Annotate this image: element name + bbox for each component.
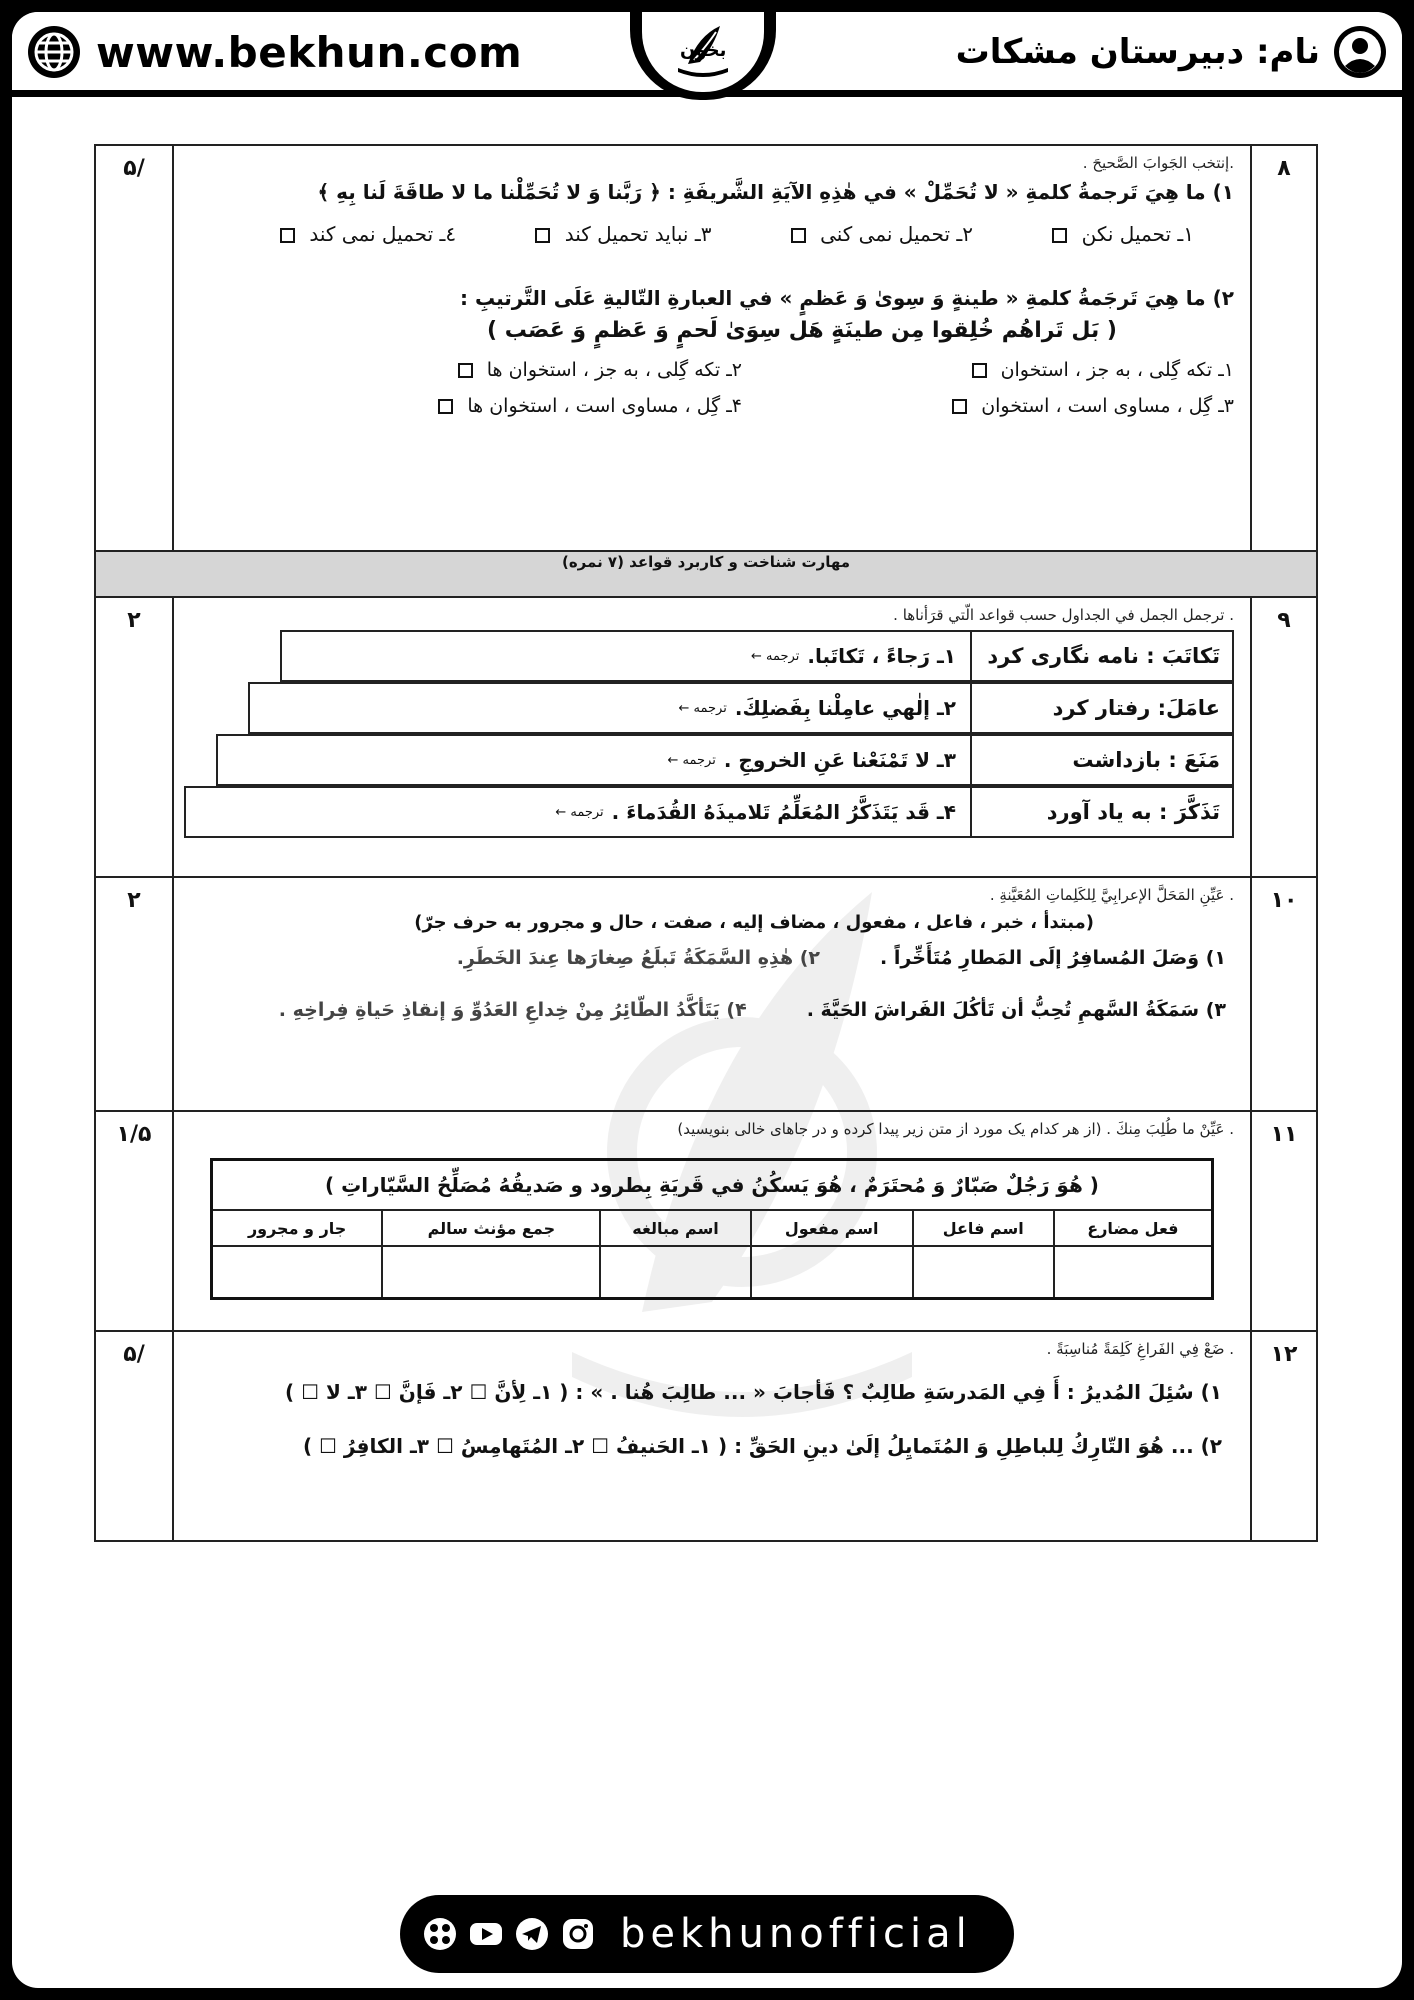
checkbox-icon bbox=[972, 363, 987, 378]
column-header: جار و مجرور bbox=[212, 1210, 383, 1246]
column-header: اسم مبالغه bbox=[600, 1210, 750, 1246]
verb-meaning: تَكاتَبَ : نامه نگاری کرد bbox=[970, 632, 1232, 680]
column-header: اسم فاعل bbox=[913, 1210, 1054, 1246]
option[interactable]: ۲ـ تکه گِلی ، به جز ، استخوان ها bbox=[250, 359, 742, 381]
checkbox-icon bbox=[280, 228, 295, 243]
column-header: فعل مضارع bbox=[1054, 1210, 1213, 1246]
sentence[interactable]: ۱ـ رَجاءً ، تَكاتَبا. ترجمه ← bbox=[751, 644, 956, 668]
translation-row bbox=[248, 682, 1234, 734]
question-score: ۲ bbox=[95, 597, 173, 877]
option[interactable]: ۱ـ تکه گِلی ، به جز ، استخوان bbox=[742, 359, 1234, 381]
checkbox-icon bbox=[1052, 228, 1067, 243]
website-link[interactable] bbox=[26, 24, 522, 80]
question-number: ۹ bbox=[1251, 597, 1317, 877]
answer-cell[interactable] bbox=[212, 1246, 383, 1299]
answer-cell[interactable] bbox=[751, 1246, 913, 1299]
sentence[interactable]: ۳ـ لا تَمْنَعْنا عَنِ الخروجِ . ترجمه ← bbox=[667, 748, 956, 772]
option[interactable]: ۴ـ گِل ، مساوی است ، استخوان ها bbox=[250, 395, 742, 417]
answer-table bbox=[210, 1158, 1214, 1300]
section-title: مهارت شناخت و کاربرد قواعد (۷ نمره) bbox=[95, 551, 1317, 597]
option[interactable]: ۳ـ نباید تحمیل کند bbox=[535, 222, 711, 246]
options-group bbox=[190, 359, 1234, 417]
question-score: /۵ bbox=[95, 145, 173, 551]
items-row bbox=[190, 999, 1234, 1021]
item: ۲) هٰذِهِ السَّمَكَةُ تَبلَعُ صِغارَها عِندَ الخَطَرِ. bbox=[456, 947, 821, 969]
question-row-10 bbox=[95, 877, 1317, 1111]
section-header-row bbox=[95, 551, 1317, 597]
question-body bbox=[173, 877, 1251, 1111]
option[interactable]: ۱ـ تحمیل نکن bbox=[1052, 222, 1194, 246]
globe-icon bbox=[26, 24, 82, 80]
question-row-12 bbox=[95, 1331, 1317, 1541]
question-row-8 bbox=[95, 145, 1317, 551]
question-instruction: .إنتخب الجَوابَ الصَّحيحَ . bbox=[1082, 154, 1234, 172]
checkbox-icon bbox=[952, 399, 967, 414]
logo-text: بخون bbox=[680, 40, 727, 61]
option[interactable]: ۳ـ گِل ، مساوی است ، استخوان bbox=[742, 395, 1234, 417]
translation-grid bbox=[190, 630, 1234, 840]
question-body bbox=[173, 1331, 1251, 1541]
question-body bbox=[173, 145, 1251, 551]
aparat-icon[interactable] bbox=[422, 1916, 458, 1952]
question-score: ۲ bbox=[95, 877, 173, 1111]
answer-cell[interactable] bbox=[1054, 1246, 1213, 1299]
school-name-text: نام: دبیرستان مشکات bbox=[955, 32, 1320, 72]
question-score: ۱/۵ bbox=[95, 1111, 173, 1331]
fill-blank-item: ۱) سُئِلَ المُديرُ : أَ فِي المَدرسَةِ طالِبٌ ؟ فَأجابَ « ... طالِبَ هُنا . » : ( ۱ـ لِأنَّ ☐ ۲ـ فَإنَّ ☐ ۳ـ لا ☐ ) bbox=[285, 1380, 1222, 1404]
bekhun-logo-icon bbox=[658, 16, 748, 86]
question-number: ۱۲ bbox=[1251, 1331, 1317, 1541]
poem-verse: ( بَل تَراهُم خُلِقوا مِن طينَةٍ هَل سِوَىٰ لَحمٍ وَ عَظمٍ وَ عَصَب ) bbox=[487, 318, 1117, 343]
question-instruction: . عَيِّنْ ما طُلِبَ مِنكَ . (از هر کدام یک مورد از متن زیر پیدا کرده و در جاهای خالی بنویسید) bbox=[677, 1120, 1234, 1138]
website-url: www.bekhun.com bbox=[96, 27, 523, 77]
social-handle: bekhunofficial bbox=[620, 1911, 972, 1957]
page-frame bbox=[12, 12, 1402, 1988]
column-header: جمع مؤنث سالم bbox=[382, 1210, 600, 1246]
translation-row bbox=[280, 630, 1234, 682]
question-row-9 bbox=[95, 597, 1317, 877]
question-instruction: . ضَعْ فِي الفَراغِ كَلِمَةً مُناسِبَةً . bbox=[1046, 1340, 1234, 1358]
sentence[interactable]: ۴ـ قَد يَتَذَكَّرُ المُعَلِّمُ تَلاميذَهُ القُدَماءَ . ترجمه ← bbox=[555, 800, 956, 824]
verb-meaning: عامَلَ: رفتار کرد bbox=[970, 684, 1232, 732]
answer-cell[interactable] bbox=[913, 1246, 1054, 1299]
instagram-icon[interactable] bbox=[560, 1916, 596, 1952]
school-name bbox=[956, 24, 1388, 80]
option[interactable]: ٤ـ تحمیل نمی کند bbox=[280, 222, 456, 246]
question-number: ۸ bbox=[1251, 145, 1317, 551]
question-number: ۱۱ bbox=[1251, 1111, 1317, 1331]
item: ۱) وَصَلَ المُسافِرُ إلَى المَطارِ مُتَأَخِّراً . bbox=[880, 947, 1226, 969]
user-icon bbox=[1332, 24, 1388, 80]
checkbox-icon bbox=[535, 228, 550, 243]
question-text: ۱) ما هِيَ تَرجمةُ كلمةِ « لا تُحَمِّلْ » في هٰذِهِ الآيَةِ الشَّريفَةِ : ﴿ رَبَّنا وَ لا تُحَمِّلْنا ما لا طاقَةَ لَنا بِهِ ﴾ bbox=[317, 180, 1234, 204]
translation-row bbox=[184, 786, 1234, 838]
fill-blank-item: ۲) ... هُوَ التّارِكُ لِلباطِلِ وَ المُتَمايِلُ إلَىٰ دينِ الحَقِّ : ( ۱ـ الحَنيفُ ☐ ۲ـ المُتَهامِسُ ☐ ۳ـ الكافِرُ ☐ ) bbox=[302, 1434, 1222, 1458]
social-footer[interactable] bbox=[400, 1895, 1014, 1973]
answer-cell[interactable] bbox=[382, 1246, 600, 1299]
translation-row bbox=[216, 734, 1234, 786]
question-body bbox=[173, 597, 1251, 877]
question-score: /۵ bbox=[95, 1331, 173, 1541]
item: ۴) يَتَأكَّدُ الطّائِرُ مِنْ خِداعِ العَدُوِّ وَ إنقاذِ حَياةِ فِراخِهِ . bbox=[278, 999, 747, 1021]
verb-meaning: تَذَكَّرَ : به یاد آورد bbox=[970, 788, 1232, 836]
telegram-icon[interactable] bbox=[514, 1916, 550, 1952]
page-header bbox=[12, 12, 1402, 97]
verb-meaning: مَنَعَ : بازداشت bbox=[970, 736, 1232, 784]
option[interactable]: ۲ـ تحمیل نمی کنی bbox=[791, 222, 973, 246]
passage: ( هُوَ رَجُلٌ صَبّارٌ وَ مُحتَرَمٌ ، هُوَ يَسكُنُ في قَريَةِ بِطرود و صَديقُهُ مُصَلِّحُ السَّيّاراتِ ) bbox=[212, 1160, 1213, 1211]
checkbox-icon bbox=[791, 228, 806, 243]
exam-table bbox=[94, 144, 1318, 1542]
checkbox-icon bbox=[438, 399, 453, 414]
youtube-icon[interactable] bbox=[468, 1916, 504, 1952]
logo-badge bbox=[630, 12, 776, 100]
answer-cell[interactable] bbox=[600, 1246, 750, 1299]
item: ۳) سَمَكَةُ السَّهمِ تُحِبُّ أن تَأكُلَ الفَراشَ الحَيَّةَ . bbox=[806, 999, 1226, 1021]
checkbox-icon bbox=[458, 363, 473, 378]
options-group bbox=[190, 222, 1234, 246]
question-row-11 bbox=[95, 1111, 1317, 1331]
question-text: ۲) ما هِيَ تَرجَمةُ كلمةِ « طينةٍ وَ سِوىٰ وَ عَظمٍ » في العبارةِ التّاليةِ عَلَى التَّرتيبِ : bbox=[459, 286, 1234, 310]
question-instruction: . عَيِّنِ المَحَلَّ الإعرابِيَّ لِلكَلِماتِ المُعَيَّنةِ . bbox=[989, 886, 1234, 904]
sentence[interactable]: ۲ـ إلٰهي عامِلْنا بِفَضلِكَ. ترجمه ← bbox=[678, 696, 956, 720]
column-header: اسم مفعول bbox=[751, 1210, 913, 1246]
question-hint: (مبتدأ ، خبر ، فاعل ، مفعول ، مضاف إلیه ، صفت ، حال و مجرور به حرف جرّ) bbox=[414, 912, 1094, 933]
question-instruction: . ترجمل الجمل في الجداول حسب قواعد الّتي قرَأناها . bbox=[893, 606, 1234, 624]
question-body bbox=[173, 1111, 1251, 1331]
question-number: ۱۰ bbox=[1251, 877, 1317, 1111]
items-row bbox=[190, 947, 1234, 969]
